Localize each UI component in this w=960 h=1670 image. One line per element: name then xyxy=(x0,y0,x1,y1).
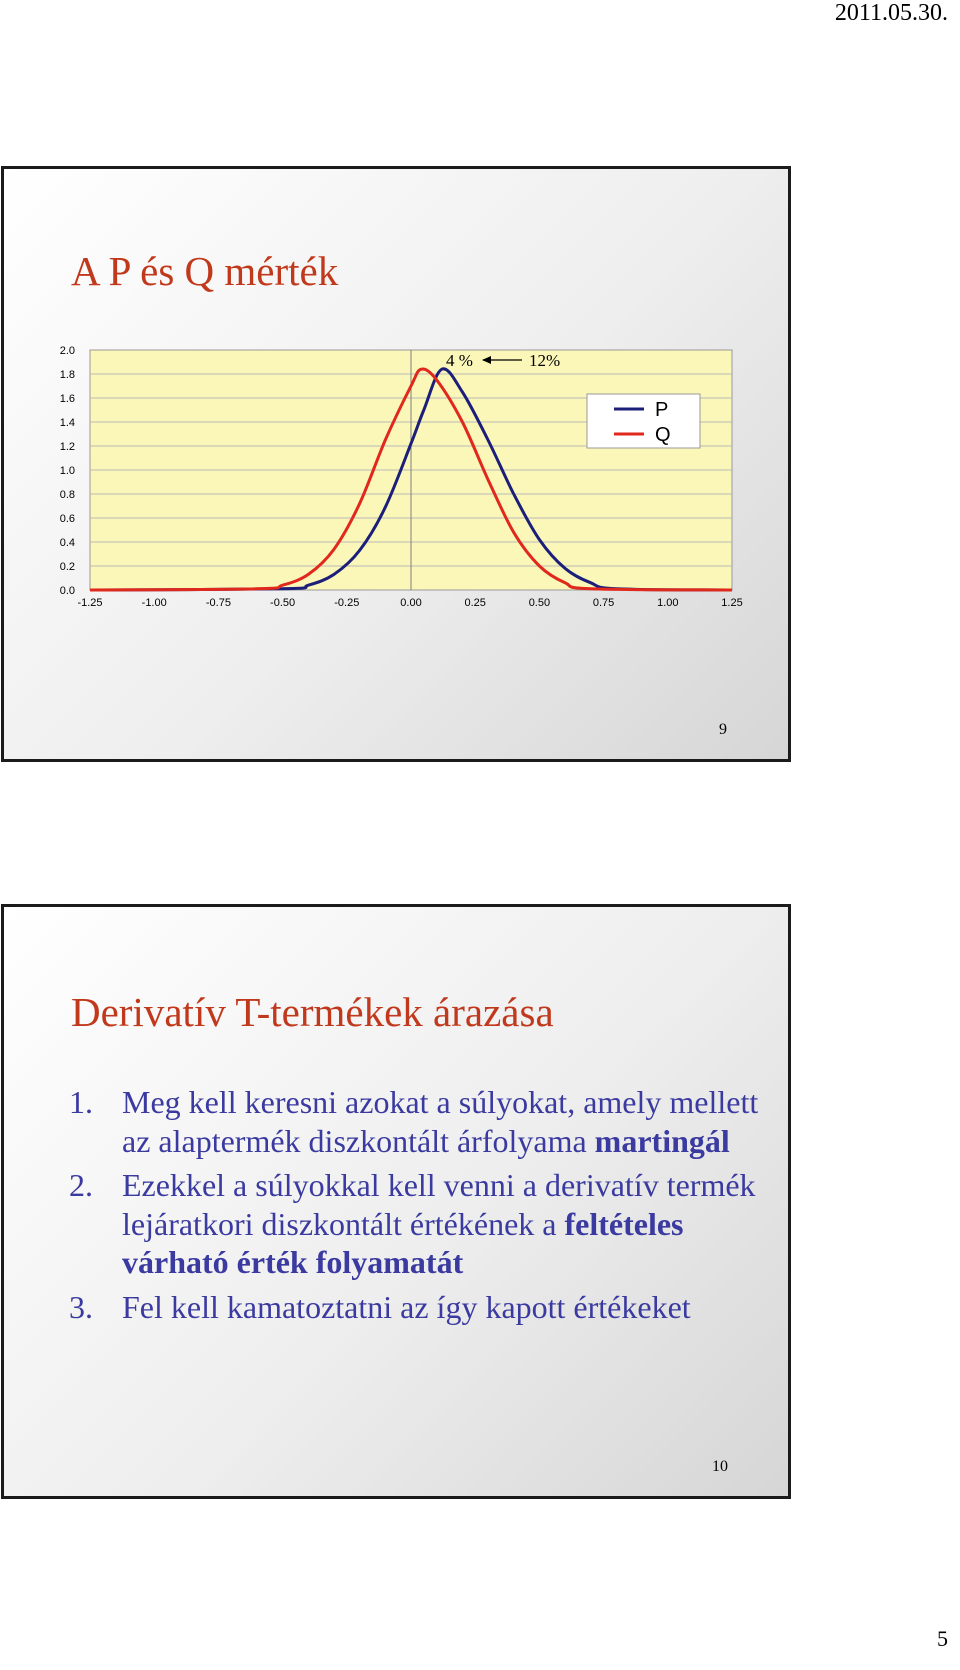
y-tick-label: 1.2 xyxy=(59,441,75,453)
slide-9 xyxy=(1,166,791,762)
list-item xyxy=(69,1083,769,1160)
annotation-left-label: 4 % xyxy=(446,351,473,370)
slide-number: 9 xyxy=(719,721,727,738)
annotation-right-label: 12% xyxy=(529,351,561,370)
list-item xyxy=(69,1166,769,1282)
page-number: 5 xyxy=(937,1626,948,1651)
y-tick-label: 0.8 xyxy=(59,489,75,501)
x-tick-label: -0.25 xyxy=(334,597,360,609)
y-tick-label: 1.0 xyxy=(59,465,75,477)
x-tick-label: -0.75 xyxy=(205,597,231,609)
list-item xyxy=(69,1288,769,1327)
page-date: 2011.05.30. xyxy=(834,0,948,26)
y-tick-label: 0.0 xyxy=(59,585,75,597)
x-tick-label: 1.00 xyxy=(657,597,679,609)
item-text: Fel kell kamatoztatni az így kapott értékeket xyxy=(122,1288,691,1325)
y-tick-label: 2.0 xyxy=(59,345,75,357)
x-tick-label: -1.25 xyxy=(77,597,103,609)
item-emphasis: feltételes várható érték folyamatát xyxy=(122,1205,684,1280)
y-tick-label: 1.6 xyxy=(59,393,75,405)
slide-title: A P és Q mérték xyxy=(71,248,339,294)
item-text: Meg kell keresni azokat a súlyokat, amely mellett az alaptermék diszkontált árfolyama xyxy=(122,1084,759,1159)
item-emphasis: martingál xyxy=(594,1122,730,1159)
y-tick-label: 0.6 xyxy=(59,513,75,525)
legend-box xyxy=(587,394,700,448)
y-tick-label: 1.8 xyxy=(59,369,75,381)
x-tick-label: 1.25 xyxy=(721,597,743,609)
item-number: 3. xyxy=(69,1288,93,1325)
slide-number: 10 xyxy=(712,1458,728,1475)
item-text: Ezekkel a súlyokkal kell venni a derivatív termék lejáratkori diszkontált értékének a xyxy=(122,1167,756,1242)
x-tick-label: 0.75 xyxy=(592,597,615,609)
pq-measure-chart xyxy=(4,169,788,669)
x-tick-label: 0.00 xyxy=(400,597,422,609)
item-number: 1. xyxy=(69,1084,93,1120)
legend-label-q: Q xyxy=(655,424,671,446)
item-number: 2. xyxy=(69,1167,93,1203)
x-tick-label: 0.50 xyxy=(528,597,551,609)
slide-10 xyxy=(1,904,791,1499)
y-tick-label: 0.2 xyxy=(59,561,75,573)
legend-label-p: P xyxy=(655,399,669,421)
x-tick-label: 0.25 xyxy=(464,597,486,609)
pricing-steps-list xyxy=(69,1083,769,1332)
y-tick-label: 0.4 xyxy=(59,537,75,549)
slide-title: Derivatív T-termékek árazása xyxy=(71,989,554,1035)
x-tick-label: -1.00 xyxy=(141,597,167,609)
y-tick-label: 1.4 xyxy=(59,417,75,429)
x-tick-label: -0.50 xyxy=(270,597,296,609)
